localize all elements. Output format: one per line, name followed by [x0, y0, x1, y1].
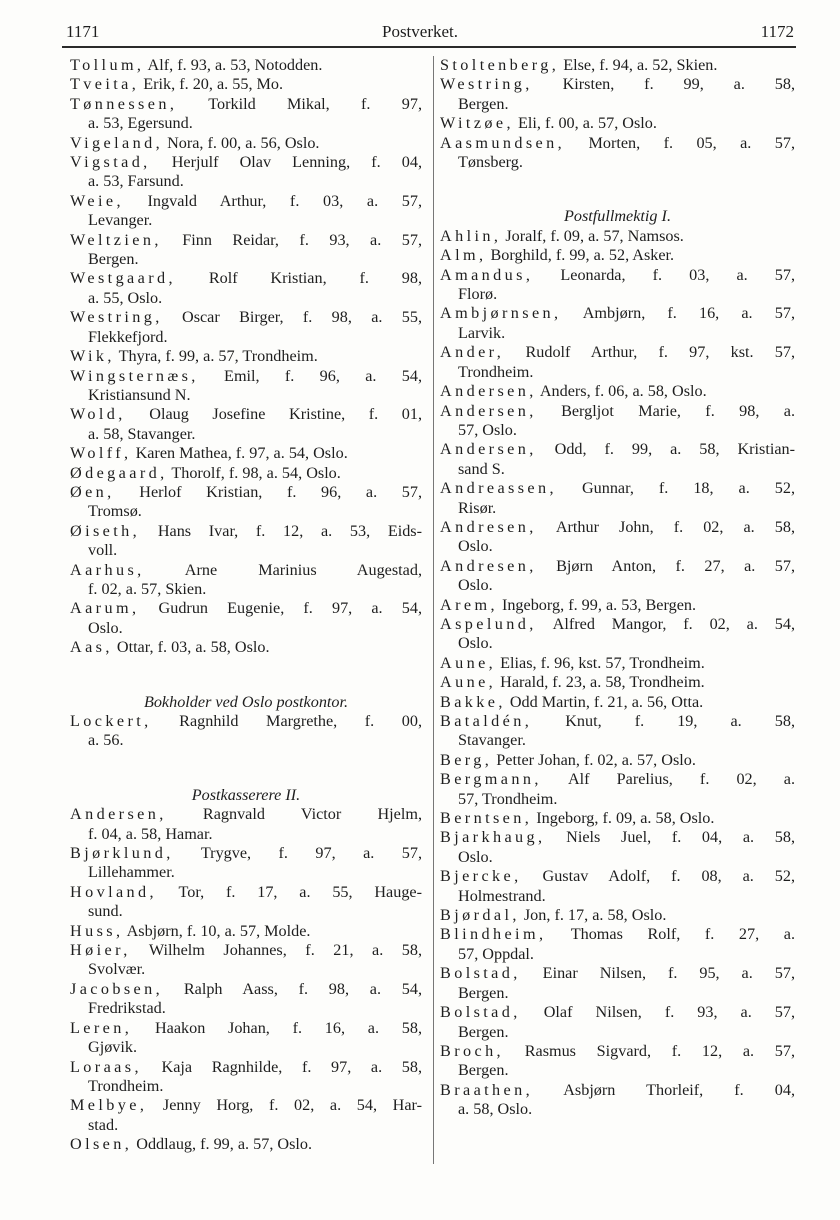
entry-continuation: 57, Trondheim. — [458, 789, 558, 808]
running-title: Postverket. — [381, 22, 459, 41]
directory-entry — [70, 844, 422, 883]
entry-surname: Ødegaard, — [70, 463, 168, 482]
entry-details: Herlof Kristian, f. 96, a. 57, — [114, 482, 422, 501]
entry-details: Harald, f. 23, a. 58, Trondheim. — [496, 673, 705, 692]
entry-continuation: Svolvær. — [88, 960, 146, 979]
entry-surname: Bjørklund, — [70, 844, 174, 863]
entry-surname: Vigeland, — [70, 133, 164, 152]
entry-details: Bergljot Marie, f. 98, a. — [536, 401, 795, 420]
entry-surname: Stoltenberg, — [440, 56, 560, 74]
entry-details: Petter Johan, f. 02, a. 57, Oslo. — [492, 750, 696, 769]
entry-surname: Andersen, — [440, 440, 537, 459]
entry-continuation: a. 58, Stavanger. — [88, 424, 196, 443]
entry-continuation: Levanger. — [88, 211, 153, 230]
entry-continuation: Bergen. — [458, 94, 509, 113]
entry-details: Else, f. 94, a. 52, Skien. — [559, 56, 718, 74]
entry-details: Thomas Rolf, f. 27, a. — [546, 925, 795, 944]
entry-surname: Witzøe, — [440, 114, 514, 133]
entry-continuation: Risør. — [458, 498, 497, 517]
entry-details: Thyra, f. 99, a. 57, Trondheim. — [114, 347, 318, 366]
entry-details: Kirsten, f. 99, a. 58, — [532, 75, 795, 94]
entry-continuation: Trondheim. — [88, 1076, 164, 1095]
entry-continuation: Tromsø. — [88, 502, 142, 521]
directory-entry — [440, 440, 795, 479]
entry-surname: Wold, — [70, 405, 126, 424]
entry-details: Odd, f. 99, a. 58, Kristian- — [536, 440, 795, 459]
entry-details: Einar Nilsen, f. 95, a. 57, — [520, 964, 795, 983]
entry-continuation: a. 56. — [88, 731, 124, 750]
entry-list — [70, 805, 422, 1154]
entry-surname: Huss, — [70, 921, 124, 940]
entry-details: Kaja Ragnhilde, f. 97, a. 58, — [141, 1057, 422, 1076]
entry-continuation: Oslo. — [458, 634, 493, 653]
entry-details: Trygve, f. 97, a. 57, — [173, 844, 422, 863]
entry-continuation: a. 53, Egersund. — [88, 114, 193, 133]
entry-details: Finn Reidar, f. 93, a. 57, — [161, 230, 422, 249]
entry-continuation: stad. — [88, 1115, 119, 1134]
directory-entry — [70, 153, 422, 192]
entry-surname: Ambjørnsen, — [440, 304, 562, 323]
entry-surname: Bakke, — [440, 692, 506, 711]
directory-entry — [70, 308, 422, 347]
entry-surname: Ahlin, — [440, 226, 502, 245]
entry-surname: Berg, — [440, 750, 493, 769]
entry-surname: Arem, — [440, 595, 498, 614]
entry-continuation: a. 58, Oslo. — [458, 1100, 533, 1119]
entry-continuation: Oslo. — [458, 847, 493, 866]
entry-surname: Andersen, — [440, 401, 537, 420]
entry-details: Anders, f. 06, a. 58, Oslo. — [536, 382, 707, 401]
entry-details: Ingeborg, f. 09, a. 58, Oslo. — [532, 809, 715, 828]
page-header — [0, 22, 840, 46]
directory-entry — [70, 522, 422, 561]
directory-entry — [440, 382, 795, 401]
entry-surname: Melbye, — [70, 1096, 148, 1115]
page-number-right: 1172 — [760, 22, 794, 41]
directory-entry — [440, 654, 795, 673]
entry-continuation: Oslo. — [458, 537, 493, 556]
entry-surname: Blindheim, — [440, 925, 547, 944]
entry-surname: Høier, — [70, 941, 131, 960]
directory-entry — [70, 922, 422, 941]
entry-continuation: Oslo. — [458, 576, 493, 595]
entry-surname: Øen, — [70, 482, 115, 501]
directory-entry — [70, 134, 422, 153]
entry-details: Olaf Nilsen, f. 93, a. 57, — [520, 1003, 795, 1022]
directory-entry — [70, 95, 422, 134]
entry-details: Borghild, f. 99, a. 52, Asker. — [486, 246, 675, 265]
directory-entry — [440, 925, 795, 964]
directory-entry — [70, 192, 422, 231]
entry-surname: Aspelund, — [440, 614, 537, 633]
directory-entry — [70, 464, 422, 483]
entry-details: Arne Marinius Augestad, — [144, 560, 422, 579]
entry-surname: Tollum, — [70, 56, 145, 74]
directory-entry — [70, 483, 422, 522]
entry-surname: Loraas, — [70, 1057, 142, 1076]
entry-surname: Jacobsen, — [70, 979, 164, 998]
right-column — [440, 56, 795, 1120]
directory-entry — [440, 867, 795, 906]
entry-surname: Aune, — [440, 673, 497, 692]
directory-entry — [440, 479, 795, 518]
directory-entry — [440, 114, 795, 133]
entry-surname: Bjarkhaug, — [440, 828, 546, 847]
entry-details: Asbjørn, f. 10, a. 57, Molde. — [123, 921, 311, 940]
entry-surname: Aune, — [440, 653, 497, 672]
directory-entry — [440, 615, 795, 654]
entry-details: Ambjørn, f. 16, a. 57, — [561, 304, 795, 323]
entry-continuation: Bergen. — [458, 1022, 509, 1041]
entry-surname: Weltzien, — [70, 230, 162, 249]
entry-continuation: 57, Oslo. — [458, 420, 517, 439]
entry-details: Eli, f. 00, a. 57, Oslo. — [513, 114, 657, 133]
directory-entry — [70, 1019, 422, 1058]
entry-surname: Lockert, — [70, 712, 152, 730]
directory-entry — [70, 1058, 422, 1097]
entry-continuation: sand S. — [458, 459, 505, 478]
entry-details: Gustav Adolf, f. 08, a. 52, — [521, 867, 795, 886]
entry-continuation: sund. — [88, 902, 123, 921]
entry-surname: Tveita, — [70, 75, 140, 94]
left-column — [70, 56, 422, 1155]
directory-entry — [440, 56, 795, 75]
entry-continuation: f. 02, a. 57, Skien. — [88, 579, 207, 598]
entry-surname: Hovland, — [70, 882, 157, 901]
entry-continuation: Bergen. — [458, 1061, 509, 1080]
entry-surname: Weie, — [70, 191, 124, 210]
directory-entry — [70, 367, 422, 406]
entry-continuation: Tønsberg. — [458, 153, 523, 172]
directory-entry — [70, 444, 422, 463]
entry-details: Alfred Mangor, f. 02, a. 54, — [536, 614, 795, 633]
directory-entry — [440, 809, 795, 828]
entry-continuation: Fredrikstad. — [88, 999, 166, 1018]
entry-details: Karen Mathea, f. 97, a. 54, Oslo. — [131, 444, 348, 463]
directory-entry — [70, 1096, 422, 1135]
directory-entry — [440, 1042, 795, 1081]
entry-list — [70, 56, 422, 658]
entry-surname: Andresen, — [440, 517, 537, 536]
entry-continuation: Larvik. — [458, 323, 506, 342]
entry-details: Ingeborg, f. 99, a. 53, Bergen. — [497, 595, 697, 614]
entry-surname: Tønnessen, — [70, 94, 178, 113]
directory-entry — [70, 1135, 422, 1154]
entry-surname: Olsen, — [70, 1135, 133, 1154]
directory-entry — [440, 266, 795, 305]
directory-entry — [440, 518, 795, 557]
directory-entry — [440, 906, 795, 925]
entry-surname: Alm, — [440, 246, 487, 265]
entry-details: Rasmus Sigvard, f. 12, a. 57, — [504, 1041, 795, 1060]
directory-entry — [440, 596, 795, 615]
entry-details: Asbjørn Thorleif, f. 04, — [533, 1080, 795, 1099]
entry-continuation: Flekkefjord. — [88, 327, 168, 346]
directory-entry — [70, 883, 422, 922]
entry-details: Jon, f. 17, a. 58, Oslo. — [519, 906, 667, 925]
section-heading: Postfullmektig I. — [564, 207, 671, 226]
entry-surname: Braathen, — [440, 1080, 534, 1099]
entry-surname: Broch, — [440, 1041, 505, 1060]
entry-details: Niels Juel, f. 04, a. 58, — [545, 828, 795, 847]
entry-details: Knut, f. 19, a. 58, — [532, 712, 795, 730]
section-heading: Postkasserere II. — [191, 785, 301, 804]
entry-details: Wilhelm Johannes, f. 21, a. 58, — [130, 941, 422, 960]
entry-list — [440, 227, 795, 1120]
page-number-left: 1171 — [66, 22, 100, 41]
directory-entry — [70, 269, 422, 308]
entry-surname: Aas, — [70, 638, 113, 657]
directory-entry — [440, 227, 795, 246]
entry-details: Ingvald Arthur, f. 03, a. 57, — [123, 191, 422, 210]
entry-continuation: 57, Oppdal. — [458, 944, 534, 963]
directory-entry — [440, 751, 795, 770]
directory-entry — [70, 75, 422, 94]
entry-surname: Ander, — [440, 343, 505, 362]
section-heading: Bokholder ved Oslo postkontor. — [143, 692, 349, 711]
entry-details: Tor, f. 17, a. 55, Hauge- — [157, 882, 422, 901]
entry-surname: Wik, — [70, 347, 115, 366]
entry-details: Oddlaug, f. 99, a. 57, Oslo. — [132, 1135, 313, 1154]
entry-list — [440, 56, 795, 172]
entry-details: Hans Ivar, f. 12, a. 53, Eids- — [140, 521, 422, 540]
entry-surname: Westring, — [70, 308, 163, 327]
entry-surname: Andresen, — [440, 556, 537, 575]
entry-surname: Bergmann, — [440, 770, 542, 789]
entry-details: Ragnhild Margrethe, f. 00, — [151, 712, 422, 730]
entry-surname: Vigstad, — [70, 153, 151, 172]
directory-entry — [70, 405, 422, 444]
entry-details: Haakon Johan, f. 16, a. 58, — [132, 1018, 422, 1037]
entry-details: Nora, f. 00, a. 56, Oslo. — [163, 133, 320, 152]
directory-entry — [440, 693, 795, 712]
directory-entry — [440, 343, 795, 382]
directory-entry — [440, 246, 795, 265]
entry-surname: Aasmundsen, — [440, 133, 566, 152]
entry-surname: Andersen, — [440, 382, 537, 401]
directory-entry — [440, 134, 795, 173]
entry-details: Bjørn Anton, f. 27, a. 57, — [536, 556, 795, 575]
entry-surname: Aarum, — [70, 599, 140, 618]
entry-list — [70, 712, 422, 751]
entry-surname: Westgaard, — [70, 269, 176, 288]
entry-details: Emil, f. 96, a. 54, — [198, 366, 422, 385]
entry-surname: Bataldén, — [440, 712, 533, 730]
entry-continuation: Kristiansund N. — [88, 385, 191, 404]
entry-continuation: a. 55, Oslo. — [88, 288, 163, 307]
entry-details: Gunnar, f. 18, a. 52, — [556, 479, 795, 498]
entry-continuation: Lillehammer. — [88, 863, 175, 882]
entry-details: Gudrun Eugenie, f. 97, a. 54, — [139, 599, 422, 618]
directory-entry — [70, 712, 422, 751]
entry-surname: Berntsen, — [440, 809, 533, 828]
directory-entry — [70, 561, 422, 600]
entry-details: Alf, f. 93, a. 53, Notodden. — [144, 56, 323, 74]
entry-surname: Wingsternæs, — [70, 366, 199, 385]
directory-entry — [70, 231, 422, 270]
directory-entry — [440, 673, 795, 692]
entry-details: Rolf Kristian, f. 98, — [175, 269, 422, 288]
entry-details: Elias, f. 96, kst. 57, Trondheim. — [496, 653, 705, 672]
directory-entry — [70, 638, 422, 657]
entry-details: Arthur John, f. 02, a. 58, — [536, 517, 795, 536]
entry-details: Ralph Aass, f. 98, a. 54, — [163, 979, 422, 998]
entry-details: Jenny Horg, f. 02, a. 54, Har- — [147, 1096, 422, 1115]
entry-details: Joralf, f. 09, a. 57, Namsos. — [501, 226, 684, 245]
directory-entry — [70, 56, 422, 75]
directory-entry — [440, 1003, 795, 1042]
directory-entry — [440, 828, 795, 867]
entry-surname: Westring, — [440, 75, 533, 94]
entry-surname: Andersen, — [70, 805, 167, 824]
entry-continuation: a. 53, Farsund. — [88, 172, 184, 191]
entry-details: Olaug Josefine Kristine, f. 01, — [125, 405, 422, 424]
entry-details: Morten, f. 05, a. 57, — [565, 133, 795, 152]
entry-surname: Aarhus, — [70, 560, 145, 579]
entry-surname: Leren, — [70, 1018, 133, 1037]
directory-entry — [440, 1081, 795, 1120]
entry-surname: Bjørdal, — [440, 906, 520, 925]
entry-details: Alf Parelius, f. 02, a. — [541, 770, 795, 789]
directory-entry — [440, 304, 795, 343]
entry-details: Leonarda, f. 03, a. 57, — [533, 265, 795, 284]
entry-surname: Øiseth, — [70, 521, 141, 540]
entry-continuation: Holmestrand. — [458, 886, 546, 905]
entry-continuation: Bergen. — [88, 250, 139, 269]
entry-continuation: f. 04, a. 58, Hamar. — [88, 824, 213, 843]
entry-continuation: Gjøvik. — [88, 1038, 138, 1057]
entry-continuation: Stavanger. — [458, 731, 526, 750]
entry-surname: Bolstad, — [440, 1003, 521, 1022]
column-divider — [433, 56, 434, 1164]
entry-details: Ragnvald Victor Hjelm, — [166, 805, 422, 824]
entry-continuation: Bergen. — [458, 983, 509, 1002]
entry-details: Thorolf, f. 98, a. 54, Oslo. — [167, 463, 341, 482]
entry-surname: Andreassen, — [440, 479, 557, 498]
directory-entry — [440, 770, 795, 809]
directory-entry — [440, 402, 795, 441]
directory-entry — [440, 964, 795, 1003]
entry-details: Oscar Birger, f. 98, a. 55, — [162, 308, 422, 327]
directory-entry — [70, 347, 422, 366]
entry-surname: Bolstad, — [440, 964, 521, 983]
entry-continuation: Oslo. — [88, 618, 123, 637]
directory-entry — [440, 712, 795, 751]
directory-entry — [440, 75, 795, 114]
directory-entry — [70, 599, 422, 638]
entry-details: Erik, f. 20, a. 55, Mo. — [139, 75, 284, 94]
directory-entry — [70, 805, 422, 844]
entry-details: Rudolf Arthur, f. 97, kst. 57, — [504, 343, 795, 362]
entry-surname: Wolff, — [70, 444, 132, 463]
directory-entry — [440, 557, 795, 596]
directory-entry — [70, 980, 422, 1019]
entry-surname: Amandus, — [440, 265, 534, 284]
entry-surname: Bjercke, — [440, 867, 522, 886]
entry-details: Ottar, f. 03, a. 58, Oslo. — [112, 638, 270, 657]
directory-entry — [70, 941, 422, 980]
entry-continuation: voll. — [88, 541, 118, 560]
entry-continuation: Trondheim. — [458, 362, 534, 381]
entry-details: Odd Martin, f. 21, a. 56, Otta. — [505, 692, 704, 711]
entry-continuation: Florø. — [458, 285, 498, 304]
header-rule — [62, 46, 796, 48]
entry-details: Herjulf Olav Lenning, f. 04, — [150, 153, 422, 172]
entry-details: Torkild Mikal, f. 97, — [177, 94, 422, 113]
